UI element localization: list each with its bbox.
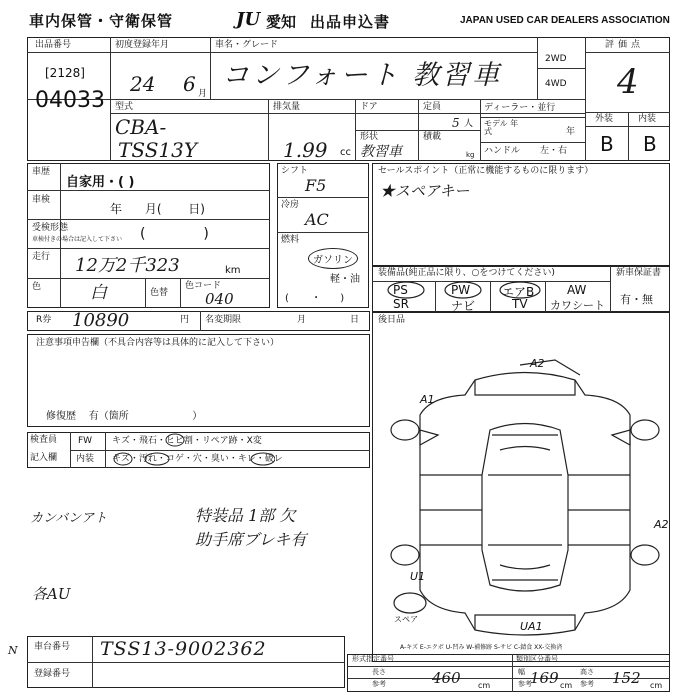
length-ref: 参考 xyxy=(372,680,386,688)
fuel-diesel: 軽・油 xyxy=(330,274,360,285)
model-label: 型式 xyxy=(115,102,134,112)
car-name: コンフォート 教習車 xyxy=(222,60,503,91)
remark-line-2: 特装品 1部 欠 xyxy=(195,506,296,525)
name-change-month: 月 xyxy=(297,315,307,325)
engine-value: 1.99 xyxy=(283,138,328,162)
equip-aw: AW xyxy=(567,283,587,297)
damage-legend: A-キズ E-エクボ U-凹み W-補修跡 S-サビ C-錆食 XX-交換済 xyxy=(400,644,563,651)
fuel-other: ( ・ ) xyxy=(285,293,345,304)
accept-value: ( ) xyxy=(140,226,209,242)
capacity-value: 5 xyxy=(452,116,460,130)
score-value: 4 xyxy=(617,62,639,102)
sales-label: セールスポイント（正常に機能するものに限ります） xyxy=(378,166,594,176)
fw-items: キズ・飛石・ヒビ割・リペア跡・X変 xyxy=(112,436,262,446)
lot-label: 出品番号 xyxy=(35,40,72,50)
mileage-unit: km xyxy=(225,265,241,276)
width-unit: cm xyxy=(560,681,573,690)
reg-number-label: 登録番号 xyxy=(34,669,71,679)
form-number-label: 形式指定番号 xyxy=(352,655,394,663)
interior-check-items: キズ・汚れ・コゲ・穴・臭い・キレ・破レ xyxy=(112,454,283,464)
load-label: 積載 xyxy=(423,132,442,142)
remark-line-1: カンバンアト xyxy=(30,511,108,526)
history-value: 自家用・( ) xyxy=(66,175,135,190)
engine-label: 排気量 xyxy=(273,102,301,112)
color-value: 白 xyxy=(90,283,107,303)
color-label: 色 xyxy=(32,282,42,292)
aircon-value: AC xyxy=(305,210,329,229)
width-ref: 参考 xyxy=(518,680,532,688)
check-circles xyxy=(105,432,275,468)
damage-a2-top: A2 xyxy=(530,357,545,370)
repair-label: 修復歴 有（箇所 ） xyxy=(46,411,203,422)
engine-unit: cc xyxy=(340,147,351,158)
history-label: 車歴 xyxy=(32,167,51,177)
notes-label: 注意事項申告欄（不具合内容等は具体的に記入して下さい） xyxy=(36,338,280,348)
length-label: 長さ xyxy=(372,668,386,676)
model-line1: CBA- xyxy=(115,115,167,139)
drive-2wd: 2WD xyxy=(545,54,567,64)
capacity-unit: 人 xyxy=(464,119,474,129)
lot-number: 04033 xyxy=(35,88,105,113)
shape-value: 教習車 xyxy=(360,144,402,160)
chassis-label: 車台番号 xyxy=(34,642,71,652)
model-year-unit: 年 xyxy=(566,127,576,137)
reg-month: 6 xyxy=(183,72,196,96)
equip-ps: PS xyxy=(393,283,408,297)
door-label: ドア xyxy=(360,102,378,112)
capacity-label: 定員 xyxy=(423,102,442,112)
recycle-unit: 円 xyxy=(180,315,190,325)
damage-a1-left: A1 xyxy=(420,393,435,406)
mileage-value: 12万2千323 xyxy=(75,255,180,276)
dealer-label: ディーラー・並行 xyxy=(484,103,556,113)
width-value: 169 xyxy=(530,669,559,687)
name-change-label: 名変期限 xyxy=(205,315,242,325)
sales-point-box xyxy=(372,163,670,266)
color-code-label: 色コード xyxy=(185,281,222,291)
spare-label: スペア xyxy=(394,615,418,624)
damage-u1: U1 xyxy=(410,570,426,583)
form-title: 出品申込書 xyxy=(310,13,391,31)
fuel-label: 燃料 xyxy=(281,235,300,245)
aircon-label: 冷房 xyxy=(281,200,300,210)
accept-note: 車検付きの場合は記入して下さい xyxy=(32,236,123,243)
color-code: 040 xyxy=(205,290,234,308)
shift-label: シフト xyxy=(281,166,309,176)
fill-label: 記入欄 xyxy=(30,453,58,463)
class-number-label: 類別区分番号 xyxy=(516,655,558,663)
equip-navi: ナビ xyxy=(451,299,476,313)
length-value: 460 xyxy=(432,669,461,687)
recycle-value: 10890 xyxy=(72,310,130,331)
interior-grade: B xyxy=(643,132,657,156)
color-change-label: 色替 xyxy=(150,288,169,298)
lot-sub: [2128] xyxy=(45,66,85,80)
exterior-grade: B xyxy=(600,132,614,156)
score-label: 評価点 xyxy=(605,40,645,50)
exterior-label: 外装 xyxy=(595,114,614,124)
height-label: 高さ xyxy=(580,668,594,676)
corner-mark: N xyxy=(8,644,18,657)
reg-year: 24 xyxy=(130,72,156,96)
org-name: 愛知 xyxy=(266,13,297,31)
shift-value: F5 xyxy=(305,176,327,195)
length-unit: cm xyxy=(478,681,491,690)
mileage-label: 走行 xyxy=(32,252,51,262)
recycle-label: R券 xyxy=(36,315,52,325)
equip-tv: TV xyxy=(512,297,528,311)
reg-month-unit: 月 xyxy=(198,89,208,99)
drive-4wd: 4WD xyxy=(545,79,567,89)
name-change-day: 日 xyxy=(350,315,360,325)
remark-line-4: 各AU xyxy=(32,585,71,603)
reg-label: 初度登録年月 xyxy=(115,40,170,50)
equip-circles xyxy=(372,266,612,312)
inspect-label: 車検 xyxy=(32,195,51,205)
height-ref: 参考 xyxy=(580,680,594,688)
equip-cwseat: カワシート xyxy=(550,299,605,312)
model-line2: TSS13Y xyxy=(118,138,198,162)
ju-logo: JU xyxy=(236,9,261,30)
height-unit: cm xyxy=(650,681,663,690)
accept-label: 受検形態 xyxy=(32,223,69,233)
fw-label: FW xyxy=(78,436,93,446)
fuel-gas: ガソリン xyxy=(308,248,358,269)
inspect-value: 年 月( 日) xyxy=(110,202,205,216)
equip-pw: PW xyxy=(451,283,471,297)
equip-label: 装備品(純正品に限り、○をつけてください) xyxy=(378,268,555,278)
equip-sr: SR xyxy=(393,297,409,311)
damage-a2-right: A2 xyxy=(654,518,669,531)
rear-item-label: 後日品 xyxy=(378,315,406,325)
warranty-value: 有・無 xyxy=(620,293,653,306)
remark-line-3: 助手席ブレキ有 xyxy=(195,530,307,549)
warranty-label: 新車保証書 xyxy=(616,268,662,278)
load-unit: kg xyxy=(466,151,475,159)
model-year-label: モデル 年式 xyxy=(484,119,519,137)
width-label: 幅 xyxy=(518,668,525,676)
name-label: 車名・グレード xyxy=(215,40,279,50)
interior-check-label: 内装 xyxy=(76,454,95,464)
handle-label: ハンドル xyxy=(484,146,521,156)
chassis-value: TSS13-9002362 xyxy=(100,638,267,660)
sales-value: ★スペアキー xyxy=(380,182,470,200)
shape-label: 形状 xyxy=(360,132,379,142)
equip-airbag: エアB xyxy=(502,285,535,299)
interior-label: 内装 xyxy=(638,114,657,124)
car-damage-diagram xyxy=(380,335,670,655)
height-value: 152 xyxy=(612,669,641,687)
storage-header: 車内保管・守衛保管 xyxy=(29,12,174,30)
handle-lr: 左・右 xyxy=(540,146,568,156)
damage-ua1: UA1 xyxy=(520,620,543,633)
association-name: JAPAN USED CAR DEALERS ASSOCIATION xyxy=(460,15,670,26)
inspector-label: 検査員 xyxy=(30,435,58,445)
